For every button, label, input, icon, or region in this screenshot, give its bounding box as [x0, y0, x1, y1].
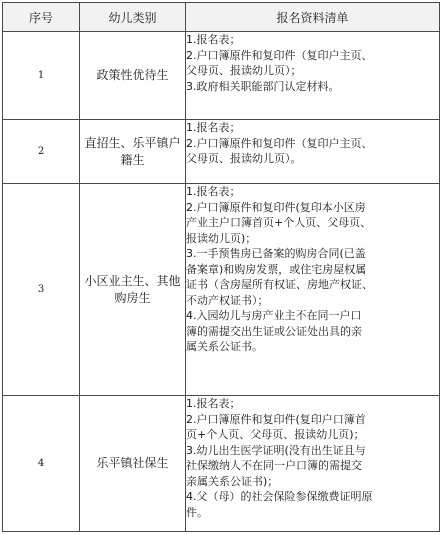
document-item: 报读幼儿页)； [186, 231, 257, 245]
header-child-category: 幼儿类别 [80, 3, 186, 32]
document-item: 4.入园幼儿与房产业主不在同一户口 [186, 309, 362, 322]
row-child-category: 乐平镇社保生 [80, 396, 186, 532]
document-item: 父母页、报读幼儿页）； [186, 64, 302, 77]
row-serial-number: 1 [3, 32, 80, 120]
table-row [3, 396, 440, 532]
row-serial-number: 3 [3, 184, 80, 396]
row-document-list [186, 184, 440, 396]
document-item: 页+个人页、父母页、报读幼儿页)； [186, 428, 365, 441]
document-item: 簿的需提交出生证或公证处出具的亲 [186, 324, 362, 338]
row-child-category: 直招生、乐平镇户籍生 [80, 120, 186, 184]
table-header-row [3, 3, 440, 32]
document-item: 亲属关系公证书)； [186, 474, 279, 488]
document-item: 2.户口簿原件和复印件（复印户主页、 [186, 48, 373, 62]
row-child-category: 小区业主生、其他购房生 [80, 184, 186, 396]
document-item: 产业主户口簿首页+个人页、父母页、 [186, 216, 372, 229]
document-item: 父母页、报读幼儿页）。 [186, 152, 302, 165]
document-item: 不动产权证书）； [186, 293, 269, 307]
row-serial-number: 4 [3, 396, 80, 532]
row-document-list [186, 32, 440, 120]
document-item: 2.户口簿原件和复印件(复印户口簿首 [186, 412, 366, 426]
table-row [3, 120, 440, 184]
row-child-category: 政策性优待生 [80, 32, 186, 120]
document-item: 3.政府相关职能部门认定材料。 [186, 79, 340, 93]
document-item: 1.报名表； [186, 33, 241, 46]
table-row [3, 184, 440, 396]
header-document-list: 报名资料清单 [186, 3, 440, 32]
document-item: 1.报名表； [186, 121, 241, 134]
document-item: 3.幼儿出生医学证明(没有出生证且与 [186, 443, 366, 457]
document-item: 3.一手预售房已备案的购房合同(已盖 [186, 247, 366, 260]
document-item: 备案章)和购房发票，或住宅房屋权属 [186, 262, 367, 276]
document-item: 2.户口簿原件和复印件(复印本小区房 [186, 200, 366, 214]
enrollment-documents-table [2, 2, 440, 532]
header-serial-number: 序号 [3, 3, 80, 32]
document-item: 1.报名表； [186, 397, 241, 410]
row-serial-number: 2 [3, 120, 80, 184]
table-row [3, 32, 440, 120]
document-item: 证书（含房屋所有权证、房地产权证、 [186, 278, 373, 291]
document-item: 4.父（母）的社会保险参保缴费证明原 [186, 490, 373, 503]
document-item: 件。 [186, 505, 208, 519]
document-item: 2.户口簿原件和复印件（复印户主页、 [186, 136, 373, 150]
document-item: 1.报名表； [186, 185, 241, 198]
document-item: 社保缴纳人不在同一户口簿的需提交 [186, 459, 362, 472]
document-item: 属关系公证书。 [186, 340, 263, 353]
row-document-list [186, 120, 440, 184]
row-document-list [186, 396, 440, 532]
